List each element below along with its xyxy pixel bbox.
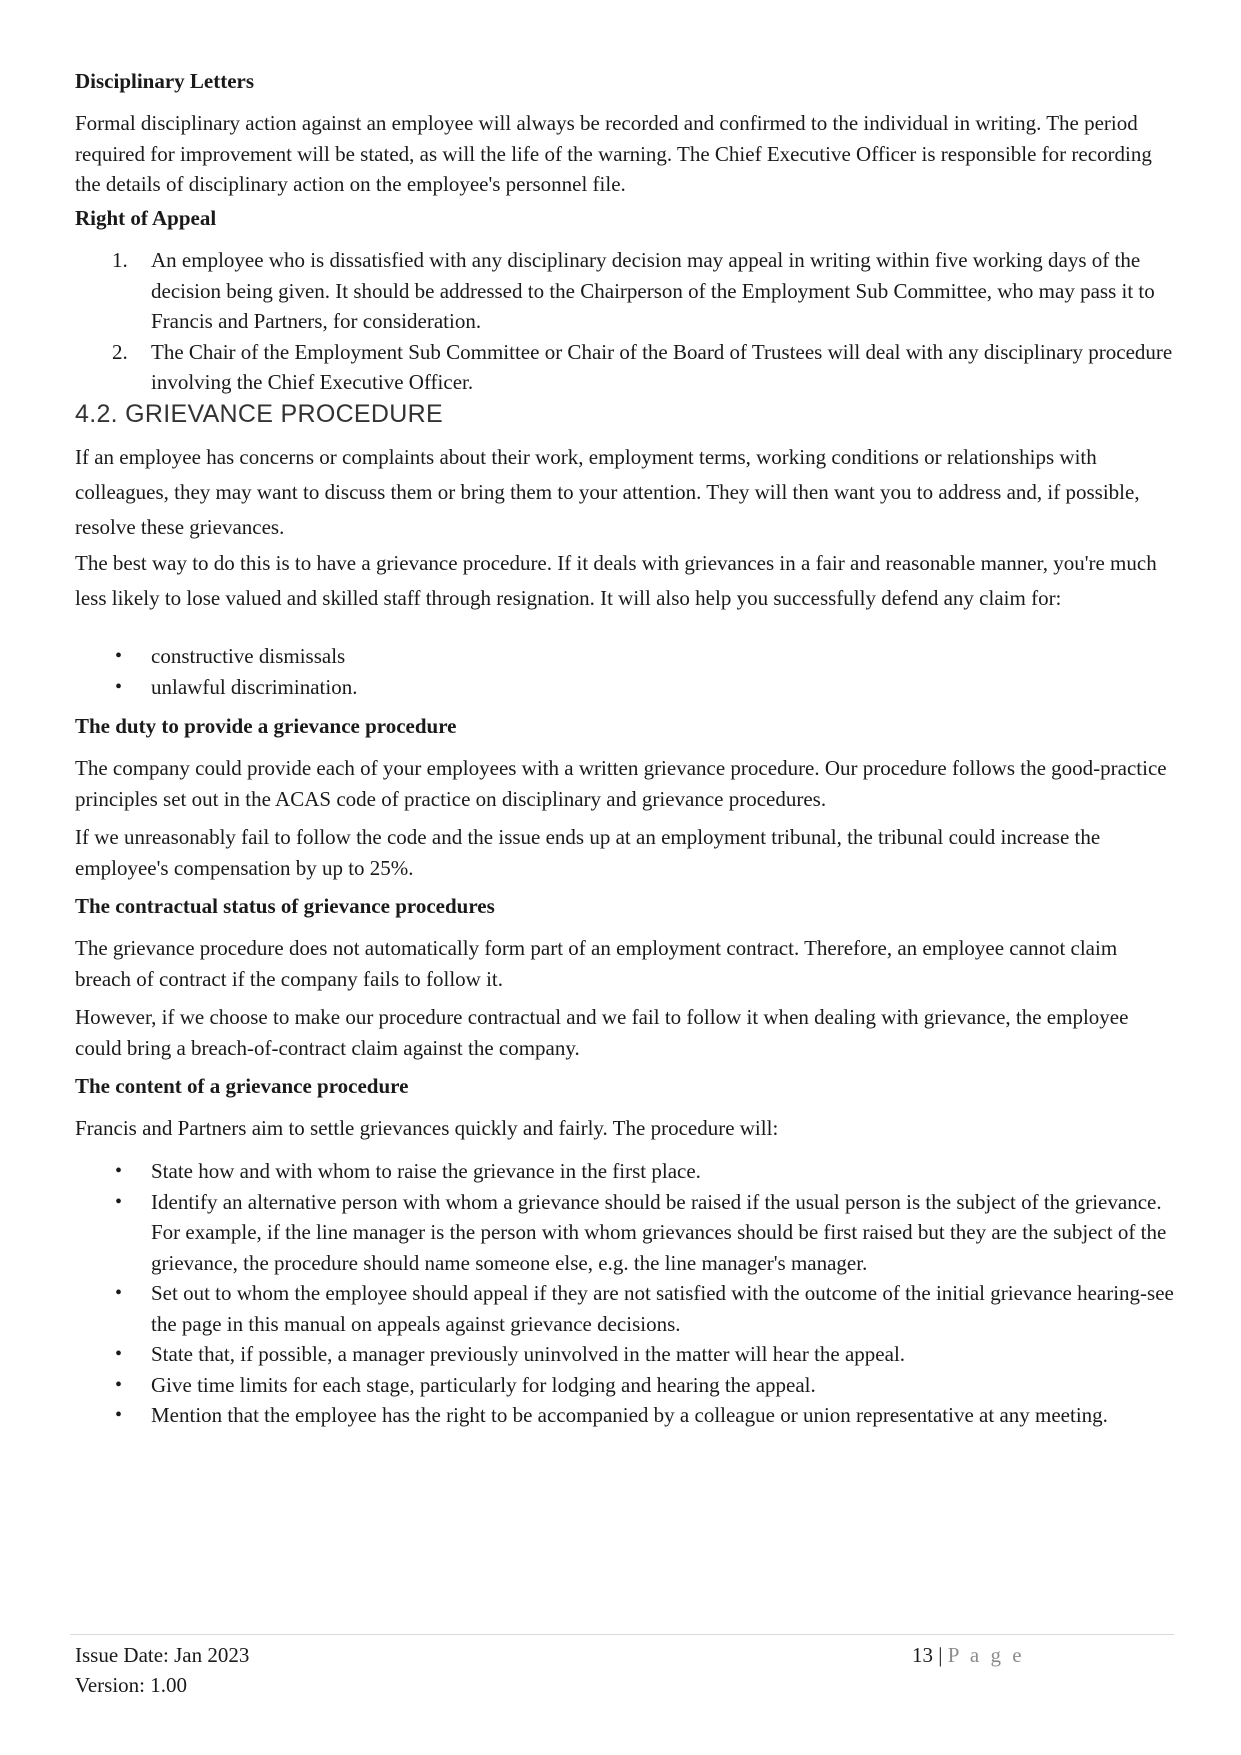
duty-text-1: The company could provide each of your employees with a written grievance procedure. Our procedure follows the good-practice principles set out in the ACAS code of practice on disciplinary and grievance procedures.: [75, 756, 1167, 811]
duty-heading: The duty to provide a grievance procedure: [75, 714, 457, 738]
list-item-text: constructive dismissals: [151, 644, 346, 668]
list-item: [75, 1187, 1175, 1279]
list-item: [75, 1370, 1175, 1401]
list-item: [75, 1156, 1175, 1187]
bullet-icon: •: [115, 1373, 123, 1396]
list-item-text: Set out to whom the employee should appeal if they are not satisfied with the outcome of the initial grievance hearing-see the page in this manual on appeals against grievance decisions.: [151, 1281, 1174, 1336]
list-item-text: Mention that the employee has the right to be accompanied by a colleague or union representative at any meeting.: [151, 1403, 1108, 1427]
footer-divider: [70, 1634, 1174, 1635]
list-item: [75, 337, 1175, 398]
disciplinary-letters-heading: Disciplinary Letters: [75, 69, 255, 93]
bullet-icon: •: [115, 1404, 123, 1426]
bullet-icon: •: [115, 645, 123, 667]
list-number: 2.: [112, 339, 128, 364]
page-separator: |: [933, 1643, 948, 1667]
page-label: P a g e: [947, 1643, 1025, 1667]
list-item-text: unlawful discrimination.: [151, 674, 358, 699]
content-intro: Francis and Partners aim to settle grievances quickly and fairly. The procedure will:: [75, 1116, 779, 1140]
list-item: [75, 1400, 1175, 1431]
grievance-intro-1: If an employee has concerns or complaints about their work, employment terms, working conditions or relationships with colleagues, they may want to discuss them or bring them to your attention. They will then want you to address and, if possible, resolve these grievances.: [75, 445, 1140, 539]
bullet-icon: •: [115, 1282, 123, 1304]
list-item: [75, 1278, 1175, 1339]
grievance-intro-2: The best way to do this is to have a grievance procedure. If it deals with grievances in a fair and reasonable manner, you're much less likely to lose valued and skilled staff through resignation. It will also help you successfully defend any claim for:: [75, 551, 1157, 610]
list-item-text: Give time limits for each stage, particularly for lodging and hearing the appeal.: [151, 1372, 816, 1397]
procedure-list: [75, 1156, 1175, 1431]
page-number: 13: [912, 1643, 933, 1667]
list-number: 1.: [112, 248, 128, 272]
version: Version: 1.00: [75, 1673, 187, 1697]
list-item-text: An employee who is dissatisfied with any disciplinary decision may appeal in writing within five working days of the decision being given. It should be addressed to the Chairperson of the Employment Sub Committee, who may pass it to Francis and Partners, for consideration.: [151, 248, 1155, 333]
list-item: [75, 641, 1175, 672]
bullet-icon: •: [115, 1160, 123, 1182]
claims-list: [75, 641, 1175, 702]
list-item-text: Identify an alternative person with whom a grievance should be raised if the usual person is the subject of the grievance. For example, if the line manager is the person with whom grievances should be first raised but they are the subject of the grievance, the procedure should name someone else, e.g. the line manager's manager.: [151, 1189, 1167, 1275]
contractual-text-1: The grievance procedure does not automatically form part of an employment contract. Therefore, an employee cannot claim breach of contract if the company fails to follow it.: [75, 936, 1118, 991]
content-heading: The content of a grievance procedure: [75, 1074, 409, 1098]
bullet-icon: •: [115, 675, 123, 698]
bullet-icon: •: [115, 1343, 123, 1365]
disciplinary-letters-text: Formal disciplinary action against an employee will always be recorded and confirmed to the individual in writing. The period required for improvement will be stated, as will the life of the warning. The Chief Executive Officer is responsible for recording the details of disciplinary action on the employee's personnel file.: [75, 111, 1152, 196]
footer-info: [75, 1640, 249, 1700]
bullet-icon: •: [115, 1190, 123, 1213]
list-item-text: State how and with whom to raise the grievance in the first place.: [151, 1159, 701, 1183]
page-number-block: [912, 1640, 1025, 1670]
contractual-text-2: However, if we choose to make our procedure contractual and we fail to follow it when dealing with grievance, the employee could bring a breach-of-contract claim against the company.: [75, 1005, 1129, 1060]
issue-date: Issue Date: Jan 2023: [75, 1643, 250, 1667]
section-title-grievance: 4.2. GRIEVANCE PROCEDURE: [75, 400, 443, 428]
list-item: [75, 672, 1175, 703]
duty-text-2: If we unreasonably fail to follow the code and the issue ends up at an employment tribunal, the tribunal could increase the employee's compensation by up to 25%.: [75, 825, 1101, 880]
list-item: [75, 245, 1175, 337]
contractual-heading: The contractual status of grievance procedures: [75, 894, 495, 918]
list-item-text: State that, if possible, a manager previously uninvolved in the matter will hear the appeal.: [151, 1342, 906, 1366]
right-of-appeal-list: [75, 245, 1175, 398]
list-item-text: The Chair of the Employment Sub Committee or Chair of the Board of Trustees will deal with any disciplinary procedure involving the Chief Executive Officer.: [151, 339, 1173, 394]
list-item: [75, 1339, 1175, 1370]
right-of-appeal-heading: Right of Appeal: [75, 206, 217, 230]
